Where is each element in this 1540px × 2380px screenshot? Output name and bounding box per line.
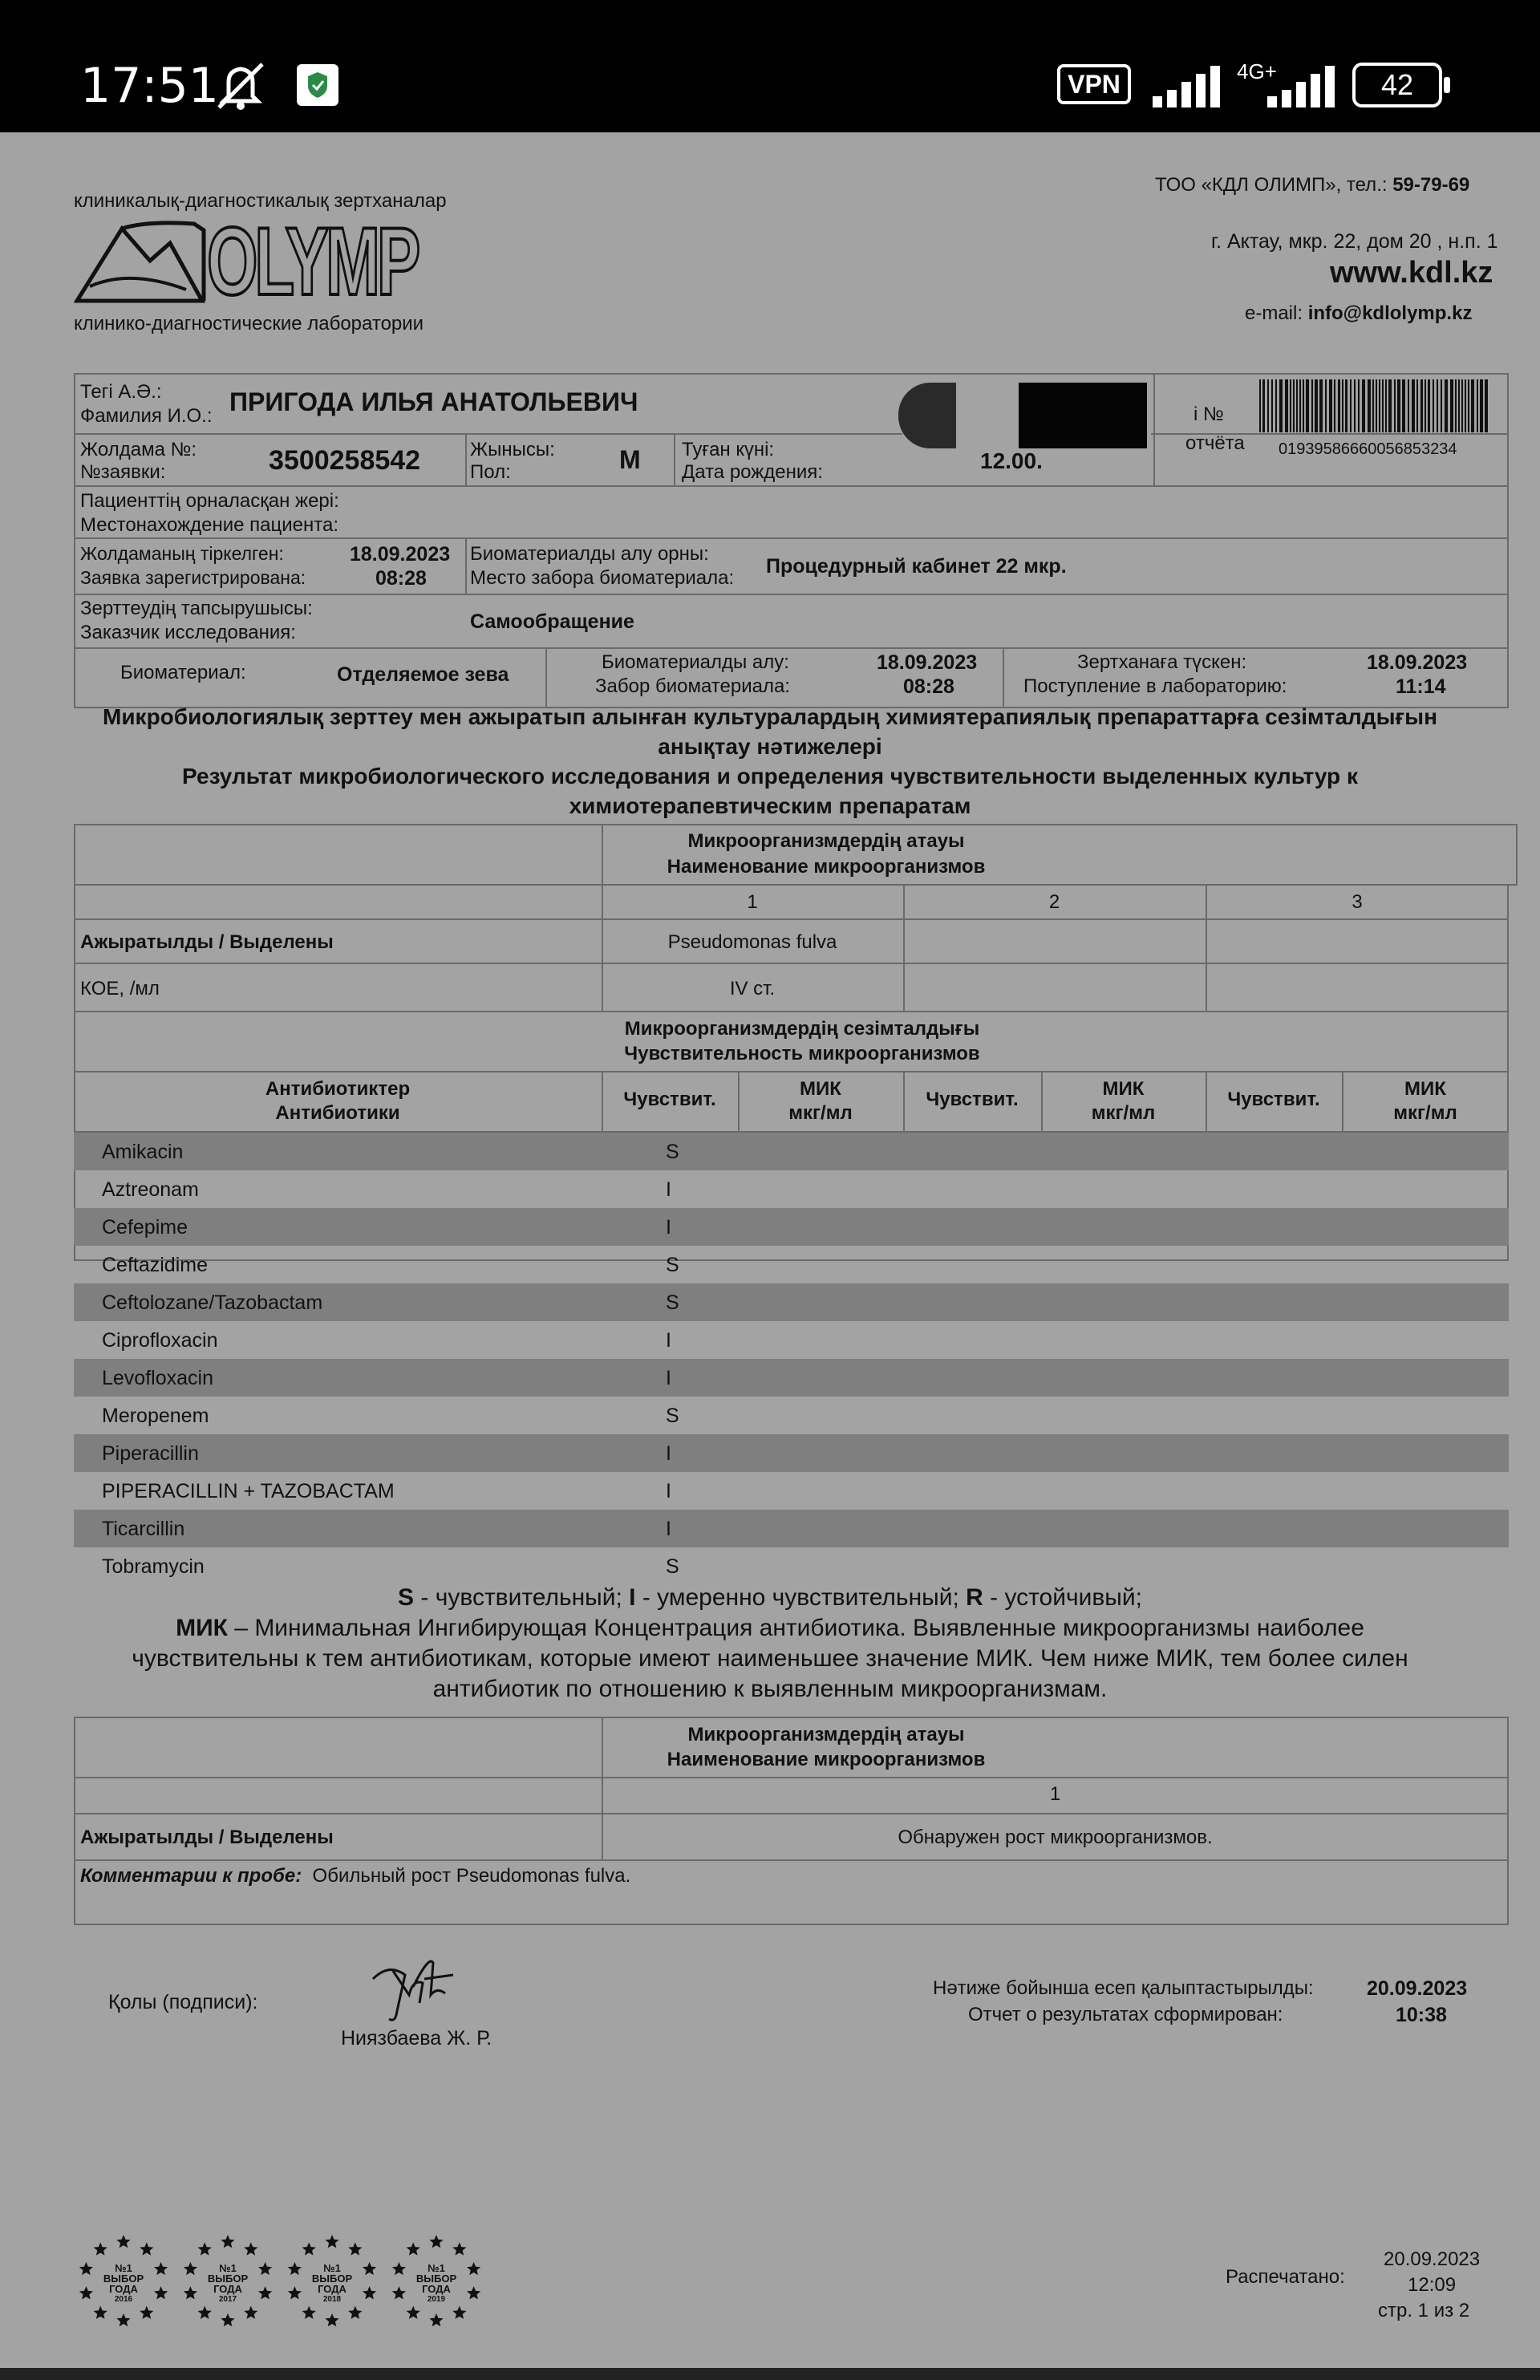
mic-col-2-unit: мкг/мл [1091, 1102, 1156, 1124]
antibiotic-name: Ceftolozane/Tazobactam [102, 1291, 323, 1314]
name-label-ru: Фамилия И.О.: [80, 405, 213, 427]
registered-label-kz: Жолдаманың тіркелген: [80, 543, 284, 564]
report-formed-label-ru: Отчет о результатах сформирован: [968, 2004, 1283, 2025]
badge-top: №1 [323, 2262, 341, 2274]
order-number: 3500258542 [269, 445, 421, 476]
report-title [32, 702, 1508, 821]
col-number-t2: 1 [1049, 1783, 1061, 1805]
badge-year: 2019 [427, 2295, 446, 2304]
registered-label-ru: Заявка зарегистрирована: [80, 567, 306, 588]
antibiotic-sens: I [666, 1178, 671, 1201]
customer-label-kz: Зерттеудің тапсырушысы: [80, 598, 313, 619]
collection-label-kz: Биоматериалды алу: [602, 651, 789, 673]
sens-header [561, 1016, 1043, 1066]
redaction-mark-1 [898, 383, 956, 448]
micro-header-2 [602, 1722, 1051, 1772]
row-stripe [74, 1133, 1509, 1170]
mic-col-3-title: МИК [1404, 1078, 1446, 1100]
received-date: 18.09.2023 [1367, 651, 1468, 674]
micro-header [602, 829, 1051, 880]
lab-email[interactable]: e-mail: info@kdlolymp.kz [1245, 302, 1473, 324]
antibiotic-sens: S [666, 1405, 679, 1427]
location-label-kz: Пациенттің орналасқан жері: [80, 490, 339, 512]
barcode-number: 01939586660056853234 [1279, 440, 1457, 458]
legend-mic-1: МИК – Минимальная Ингибирующая Концентрация антибиотика. Выявленные микроорганизмы наиболее [176, 1615, 1364, 1641]
isolated-label-2: Ажыратылды / Выделены [80, 1827, 334, 1848]
antibiotic-name: Cefepime [102, 1216, 188, 1239]
collect-place-label-kz: Биоматериалды алу орны: [470, 543, 709, 565]
report-label-1: і № [1194, 403, 1224, 425]
growth-result: Обнаружен рост микроорганизмов. [898, 1827, 1213, 1848]
antibiotic-name: Amikacin [102, 1141, 184, 1163]
micro-header-2-ru: Наименование микроорганизмов [667, 1749, 986, 1770]
mic-col-2-title: МИК [1102, 1078, 1145, 1100]
cfu-1: IV ст. [729, 978, 776, 999]
logo-text: OLYMP [207, 208, 418, 315]
sens-header-kz: Микроорганизмдердің сезімталдығы [624, 1018, 980, 1040]
printed-label: Распечатано: [1226, 2266, 1345, 2288]
status-bar [0, 0, 1540, 132]
barcode [1258, 379, 1490, 432]
vpn-badge: VPN [1057, 64, 1131, 104]
badge-top: №1 [115, 2262, 132, 2274]
patient-sex: М [619, 445, 641, 474]
registered-date: 18.09.2023 [350, 543, 451, 566]
nav-bar [0, 2368, 1540, 2380]
signature-image [365, 1947, 461, 2027]
page-number: стр. 1 из 2 [1378, 2300, 1470, 2321]
antibiotic-sens: I [666, 1518, 671, 1540]
collect-place: Процедурный кабинет 22 мкр. [766, 555, 1067, 578]
antibiotic-name: Meropenem [102, 1405, 209, 1427]
isolated-1: Pseudomonas fulva [667, 931, 837, 953]
badge-mid: ВЫБОР [103, 2273, 144, 2285]
antibiotic-sens: S [666, 1254, 679, 1276]
badge-mid: ВЫБОР [415, 2273, 457, 2285]
title-ru-line1: Результат микробиологического исследования и определения чувствительности выделенных культур к [182, 764, 1358, 789]
antibiotic-sens: S [666, 1291, 679, 1314]
title-kz-line2: анықтау нәтижелері [658, 734, 882, 759]
col-number-2: 2 [1048, 891, 1060, 913]
row-stripe [74, 1510, 1509, 1547]
report-label-2: отчёта [1185, 432, 1245, 454]
mic-col-2 [1041, 1077, 1206, 1125]
sex-label-kz: Жынысы: [470, 439, 555, 460]
row-stripe [74, 1208, 1509, 1246]
lab-website[interactable]: www.kdl.kz [1330, 256, 1493, 290]
antibiotic-name: PIPERACILLIN + TAZOBACTAM [102, 1480, 395, 1502]
dob-label-kz: Туған күні: [682, 439, 775, 460]
sex-label-ru: Пол: [470, 461, 511, 483]
micro-header-ru: Наименование микроорганизмов [667, 856, 986, 878]
lab-report [0, 132, 1540, 2368]
antibiotic-name: Levofloxacin [102, 1367, 213, 1389]
legend-sir: S - чувствительный; I - умеренно чувствительный; R - устойчивый; [398, 1584, 1142, 1611]
biomaterial: Отделяемое зева [337, 663, 509, 686]
antibiotic-name: Tobramycin [102, 1555, 205, 1578]
title-kz-line1: Микробиологиялық зерттеу мен ажыратып алынған культуралардың химиятерапиялық препараттарға сезімталдығын [103, 704, 1437, 729]
antibiotic-sens: I [666, 1329, 671, 1352]
sens-header-ru: Чувствительность микроорганизмов [624, 1043, 980, 1064]
patient-name: ПРИГОДА ИЛЬЯ АНАТОЛЬЕВИЧ [229, 387, 638, 416]
micro-header-2-kz: Микроорганизмдердің атауы [687, 1724, 965, 1745]
customer-label-ru: Заказчик исследования: [80, 622, 296, 643]
antibiotics-header-ru: Антибиотики [275, 1102, 400, 1124]
status-time: 17:51 [80, 58, 219, 114]
collection-label-ru: Забор биоматериала: [595, 675, 790, 697]
signer-name: Ниязбаева Ж. Р. [341, 2027, 492, 2050]
received-label-ru: Поступление в лабораторию: [1023, 675, 1287, 697]
mic-col-3-unit: мкг/мл [1393, 1102, 1457, 1124]
printed-date: 20.09.2023 [1384, 2248, 1481, 2270]
dob-partial: 12.00. [980, 448, 1043, 473]
antibiotics-header-kz: Антибиотиктер [265, 1078, 411, 1100]
antibiotics-header [74, 1077, 602, 1125]
order-label-kz: Жолдама №: [80, 439, 197, 460]
name-label-kz: Тегі А.Ә.: [80, 381, 162, 403]
antibiotic-sens: I [666, 1442, 671, 1465]
collect-place-label-ru: Место забора биоматериала: [470, 567, 735, 589]
signature-label: Қолы (подписи): [108, 1991, 258, 2013]
customer: Самообращение [470, 610, 634, 633]
col-number-1: 1 [747, 891, 758, 913]
report-formed-date: 20.09.2023 [1367, 1977, 1468, 2000]
row-stripe [74, 1359, 1509, 1397]
antibiotic-sens: I [666, 1480, 671, 1502]
title-ru-line2: химиотерапевтическим препаратам [569, 793, 971, 818]
antibiotic-name: Aztreonam [102, 1178, 199, 1201]
badge-bottom: ГОДА [109, 2283, 138, 2295]
micro-header-kz: Микроорганизмдердің атауы [687, 830, 965, 852]
antibiotic-name: Ciprofloxacin [102, 1329, 218, 1352]
sens-col-3: Чувствит. [1227, 1089, 1320, 1110]
location-label-ru: Местонахождение пациента: [80, 514, 339, 536]
badge-top: №1 [219, 2262, 237, 2274]
redaction-mark-2 [1019, 383, 1147, 448]
mic-col-3 [1342, 1077, 1509, 1125]
legend [32, 1583, 1508, 1705]
badge-year: 2017 [218, 2295, 237, 2304]
badge-mid: ВЫБОР [311, 2273, 353, 2285]
collection-date: 18.09.2023 [877, 651, 978, 674]
order-label-ru: №заявки: [80, 461, 166, 483]
registered-time: 08:28 [375, 567, 427, 590]
shield-icon [297, 64, 338, 106]
battery-icon: 42 [1352, 63, 1442, 107]
badge-bottom: ГОДА [318, 2283, 346, 2295]
award-badge [285, 2234, 379, 2329]
antibiotic-sens: S [666, 1555, 679, 1578]
col-number-3: 3 [1352, 891, 1363, 913]
badge-bottom: ГОДА [213, 2283, 242, 2295]
sens-col-1: Чувствит. [623, 1089, 716, 1110]
row-stripe [74, 1434, 1509, 1472]
mic-col-1-title: МИК [800, 1078, 841, 1100]
company-line: ТОО «КДЛ ОЛИМП», тел.: 59-79-69 [1155, 174, 1470, 196]
antibiotic-name: Piperacillin [102, 1442, 199, 1465]
award-badge [389, 2234, 484, 2329]
report-formed-label-kz: Нәтиже бойынша есеп қалыптастырылды: [933, 1977, 1314, 1999]
network-type: 4G+ [1237, 59, 1277, 83]
printed-time: 12:09 [1408, 2274, 1457, 2296]
cfu-label: КОЕ, /мл [80, 978, 160, 999]
mute-icon [213, 59, 269, 112]
lab-name-ru: клинико-диагностические лаборатории [74, 313, 424, 334]
antibiotic-sens: I [666, 1367, 671, 1389]
badge-top: №1 [428, 2262, 445, 2274]
antibiotic-sens: I [666, 1216, 671, 1239]
signal-icon-2 [1266, 64, 1338, 109]
antibiotic-sens: S [666, 1141, 679, 1163]
badge-mid: ВЫБОР [207, 2273, 249, 2285]
badge-year: 2018 [322, 2295, 342, 2304]
legend-mic-2: чувствительны к тем антибиотикам, которые имеют наименьшее значение МИК. Чем ниже МИК, тем более силен [132, 1645, 1408, 1672]
mic-col-1 [738, 1077, 903, 1125]
dob-label-ru: Дата рождения: [682, 461, 823, 483]
lab-name-kz: клиникалық-диагностикалық зертханалар [74, 190, 447, 212]
signal-icon [1151, 64, 1223, 109]
report-formed-time: 10:38 [1396, 2004, 1447, 2026]
received-label-kz: Зертханаға түскен: [1077, 651, 1247, 673]
badge-bottom: ГОДА [422, 2283, 451, 2295]
biomaterial-label: Биоматериал: [120, 662, 246, 683]
badge-year: 2016 [114, 2295, 133, 2304]
antibiotic-name: Ticarcillin [102, 1518, 185, 1540]
collection-time: 08:28 [903, 675, 954, 698]
award-badge [180, 2234, 275, 2329]
antibiotic-name: Ceftazidime [102, 1254, 208, 1276]
lab-address: г. Актау, мкр. 22, дом 20 , н.п. 1 [1211, 230, 1498, 253]
logo-mountain-icon [74, 213, 210, 307]
award-badge [76, 2234, 171, 2329]
sens-col-2: Чувствит. [926, 1089, 1019, 1110]
mic-col-1-unit: мкг/мл [788, 1102, 853, 1124]
comment: Комментарии к пробе: Обильный рост Pseudomonas fulva. [80, 1865, 631, 1887]
received-time: 11:14 [1396, 675, 1446, 698]
legend-mic-3: антибиотик по отношению к выявленным микроорганизмам. [432, 1676, 1108, 1702]
isolated-label: Ажыратылды / Выделены [80, 931, 334, 953]
